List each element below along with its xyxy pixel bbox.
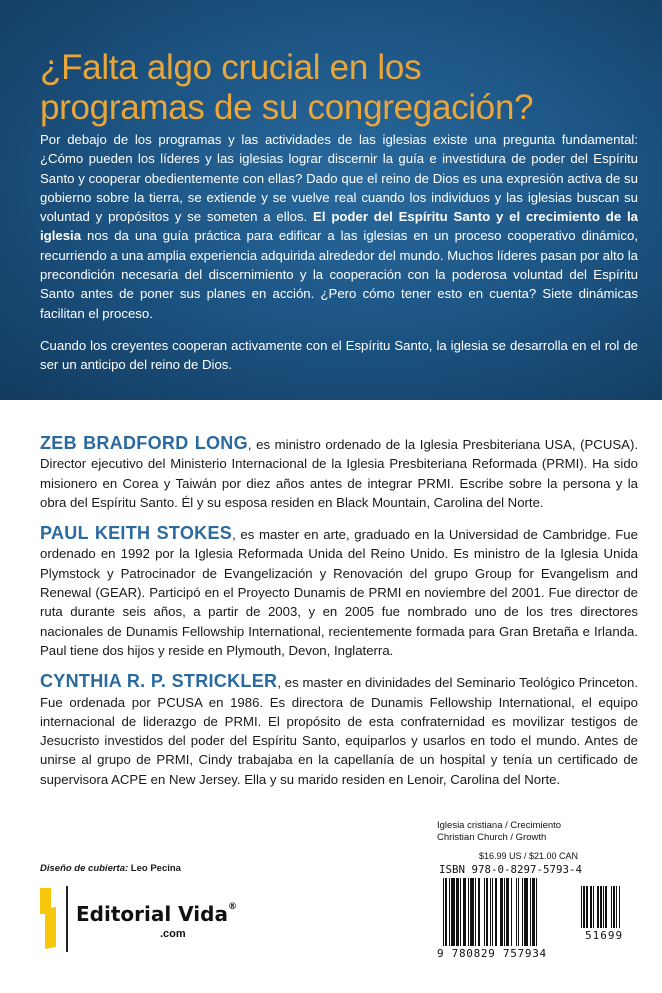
credit-name: Leo Pecina bbox=[128, 863, 181, 874]
book-title-bold: El poder del Espíritu Santo y el crecimiento de la iglesia bbox=[40, 209, 638, 244]
ean13-barcode bbox=[437, 878, 569, 958]
ean13-digits: 9 780829 757934 bbox=[437, 947, 547, 960]
credit-label: Diseño de cubierta: bbox=[40, 863, 129, 874]
blue-panel bbox=[0, 0, 662, 400]
author-name: ZEB BRADFORD LONG bbox=[40, 433, 248, 453]
intro-text-part-a: Por debajo de los programas y las actividades de las iglesias existe una pregunta fundamental: ¿Cómo pueden los líderes y las iglesias lograr discernir la guía e investidura de poder del Espíritu Santo y cooperar obedientemente con ellas? Dado que el reino de Dios es una expresión activa de su gobierno sobre la tierra, se extiende y se vuelve real cuando los individuos y las iglesias buscan su voluntad y propósitos y se someten a ellos. bbox=[40, 132, 638, 225]
publisher-flag-icon bbox=[40, 888, 58, 948]
isbn: ISBN 978-0-8297-5793-4 bbox=[439, 863, 583, 876]
ean5-barcode bbox=[581, 886, 633, 958]
registered-mark: ® bbox=[227, 902, 237, 912]
intro-text-part-b: nos da una guía práctica para edificar a las iglesias en un proceso cooperativo dinámico, recurriendo a una amplia experiencia adquirida alrededor del mundo. Muchos líderes pasan por alto la precondición necesaria del discernimiento y la cooperación con la poderosa voluntad del Espíritu Santo antes de poner sus planes en acción. ¿Pero cómo tener esto en cuenta? Siete dinámicas facilitan el proceso. bbox=[40, 228, 638, 321]
headline-line-1: ¿Falta algo crucial en los bbox=[40, 48, 422, 87]
category-es: Iglesia cristiana / Crecimiento bbox=[437, 820, 562, 831]
headline bbox=[40, 48, 640, 128]
price: $16.99 US / $21.00 CAN bbox=[479, 851, 579, 861]
author-name: PAUL KEITH STOKES bbox=[40, 523, 233, 544]
intro-text bbox=[40, 130, 638, 375]
intro-paragraph-1 bbox=[40, 130, 638, 323]
intro-paragraph-2: Cuando los creyentes cooperan activamente con el Espíritu Santo, la iglesia se desarrolla en el rol de ser un anticipo del reino de Dios. bbox=[40, 337, 638, 373]
publisher-name-b: Vida bbox=[178, 902, 228, 926]
publisher-logo bbox=[40, 886, 240, 956]
publisher-dotcom: .com bbox=[160, 928, 186, 940]
cover-design-credit bbox=[40, 863, 181, 874]
author-bio bbox=[40, 672, 638, 789]
ean5-digits: 51699 bbox=[585, 929, 624, 942]
author-bio bbox=[40, 434, 638, 512]
author-bio-text: , es master en arte, graduado en la Universidad de Cambridge. Fue ordenado en 1992 por la Iglesia Reformada Unida del Reino Unido. Es ministro de la Iglesia Unida Plymstock y Patrocinador de Evangelización y Renovación del grupo Group for Evangelism and Renewal (GEAR). Participó en el Proyecto Dunamis de PRMI en noviembre del 2001. Fue director de ruta durante seis años, a partir de 2003, y en 2005 fue nombrado uno de los tres directores nacionales de Dunamis Fellowship International, recientemente formada para Gran Bretaña e Irlanda. Paul tiene dos hijos y reside en Plymouth, Devon, Inglaterra. bbox=[40, 527, 638, 658]
author-bio bbox=[40, 524, 638, 660]
author-bio-text: , es master en divinidades del Seminario Teológico Princeton. Fue ordenada por PCUSA en 1986. Es directora de Dunamis Fellowship International, el equipo internacional de liderazgo de PRMI. El propósito de esta confraternidad es movilizar testigos de Jesucristo investidos del poder del Espíritu Santo, equiparlos y usarlos en todo el mundo. Antes de unirse al grupo de PRMI, Cindy trabajaba en la capellanía de un hospital y tenía un certificado de supervisora ACPE en New Jersey. Ella y su marido residen en Lenoir, Carolina del Norte. bbox=[40, 675, 639, 787]
author-name: CYNTHIA R. P. STRICKLER bbox=[40, 671, 278, 692]
headline-line-2: programas de su congregación? bbox=[40, 88, 534, 127]
author-bio-text: , es ministro ordenado de la Iglesia Presbiteriana USA, (PCUSA). Director ejecutivo del Ministerio Internacional de la Iglesia Presbiteriana Reformada (PRMI). Ha sido misionero en Corea y Taiwán por diez años antes de integrar PRMI. Escribe sobre la persona y la obra del Espíritu Santo. Él y su esposa residen en Black Mountain, Carolina del Norte. bbox=[40, 437, 638, 510]
publisher-name bbox=[76, 902, 237, 926]
logo-divider bbox=[66, 886, 68, 952]
publisher-name-a: Editorial bbox=[76, 902, 179, 926]
barcode-area bbox=[437, 820, 637, 980]
category-en: Christian Church / Growth bbox=[437, 832, 547, 843]
author-bios bbox=[40, 434, 638, 789]
barcode-bars bbox=[443, 878, 569, 946]
